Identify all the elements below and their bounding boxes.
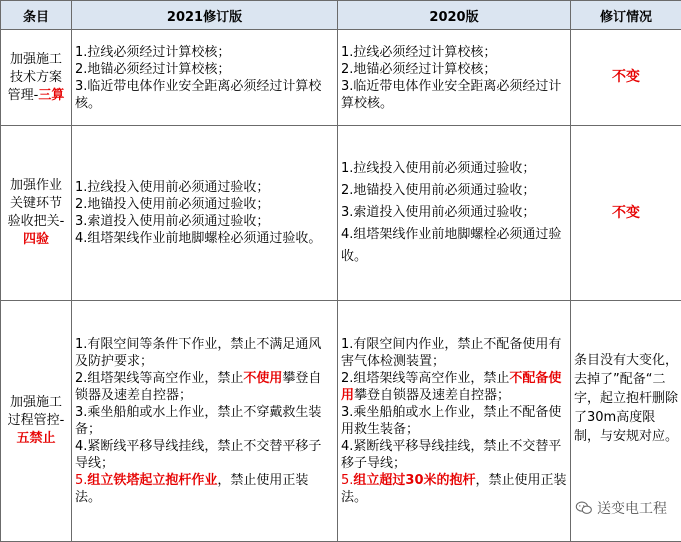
cell-2021 [72, 126, 338, 301]
highlight-text: 不使用 [243, 371, 282, 386]
list-item: 1.有限空间等条件下作业，禁止不满足通风及防护要求； [75, 336, 334, 370]
list-item: 5.组立铁塔起立抱杆作业，禁止使用正装法。 [75, 472, 334, 506]
list-item: 5.组立超过30米的抱杆，禁止使用正装法。 [341, 472, 567, 506]
cell-2020 [338, 301, 571, 542]
highlight-text: 组立超过30米的抱杆 [353, 473, 475, 488]
list-item: 3.乘坐船舶或水上作业，禁止不配备使用救生装备； [341, 404, 567, 438]
table-row [1, 30, 681, 126]
list-item: 1.拉线投入使用前必须通过验收； [75, 179, 334, 196]
wechat-icon [575, 501, 593, 515]
list-item: 4.组塔架线作业前地脚螺栓必须通过验收。 [75, 230, 334, 247]
list-item: 1.拉线必须经过计算校核； [341, 44, 567, 61]
table-row [1, 126, 681, 301]
list-item: 3.临近带电体作业安全距离必须经过计算校核。 [75, 78, 334, 112]
header-2021: 2021修订版 [72, 1, 338, 30]
header-change: 修订情况 [571, 1, 681, 30]
list-item: 4.紧断线平移导线挂线，禁止不交替平移子导线； [341, 438, 567, 472]
category-highlight: 三算 [38, 88, 64, 103]
list-item: 4.组塔架线作业前地脚螺栓必须通过验收。 [341, 224, 567, 268]
cell-2020 [338, 126, 571, 301]
header-item: 条目 [1, 1, 72, 30]
cell-2021 [72, 30, 338, 126]
category-highlight: 四验 [23, 232, 49, 247]
list-item: 1.有限空间内作业，禁止不配备使用有害气体检测装置； [341, 336, 567, 370]
list-item: 2.地锚必须经过计算校核； [75, 61, 334, 78]
change-status: 不变 [571, 30, 681, 126]
list-item: 2.地锚投入使用前必须通过验收； [341, 180, 567, 202]
category-cell [1, 30, 72, 126]
category-cell [1, 126, 72, 301]
category-text: 加强施工技术方案管理- [8, 52, 62, 103]
list-item: 1.拉线投入使用前必须通过验收； [341, 158, 567, 180]
highlight-text: 不配备使用 [341, 371, 561, 403]
change-note: 条目没有大变化，去掉了”配备“二字，起立抱杆删除了30m高度限制，与安规对应。 [571, 301, 681, 542]
category-highlight: 五禁止 [16, 431, 55, 446]
list-item: 2.地锚投入使用前必须通过验收； [75, 196, 334, 213]
category-text: 加强作业关键环节验收把关- [8, 178, 65, 229]
cell-2021 [72, 301, 338, 542]
highlight-text: 组立铁塔起立抱杆作业 [87, 473, 217, 488]
watermark [575, 498, 667, 518]
list-item: 3.乘坐船舶或水上作业，禁止不穿戴救生装备； [75, 404, 334, 438]
list-item: 2.组塔架线等高空作业，禁止不配备使用攀登自锁器及速差自控器； [341, 370, 567, 404]
cell-2020 [338, 30, 571, 126]
list-item: 3.索道投入使用前必须通过验收； [341, 202, 567, 224]
change-status: 不变 [571, 126, 681, 301]
list-item: 2.地锚必须经过计算校核； [341, 61, 567, 78]
category-cell [1, 301, 72, 542]
list-item: 3.索道投入使用前必须通过验收； [75, 213, 334, 230]
list-item: 2.组塔架线等高空作业，禁止不使用攀登自锁器及速差自控器； [75, 370, 334, 404]
header-2020: 2020版 [338, 1, 571, 30]
category-text: 加强施工过程管控- [8, 395, 65, 428]
list-item: 3.临近带电体作业安全距离必须经过计算校核。 [341, 78, 567, 112]
header-row [1, 1, 681, 30]
list-item: 1.拉线必须经过计算校核； [75, 44, 334, 61]
watermark-text: 送变电工程 [597, 498, 667, 518]
list-item: 4.紧断线平移导线挂线，禁止不交替平移子导线； [75, 438, 334, 472]
